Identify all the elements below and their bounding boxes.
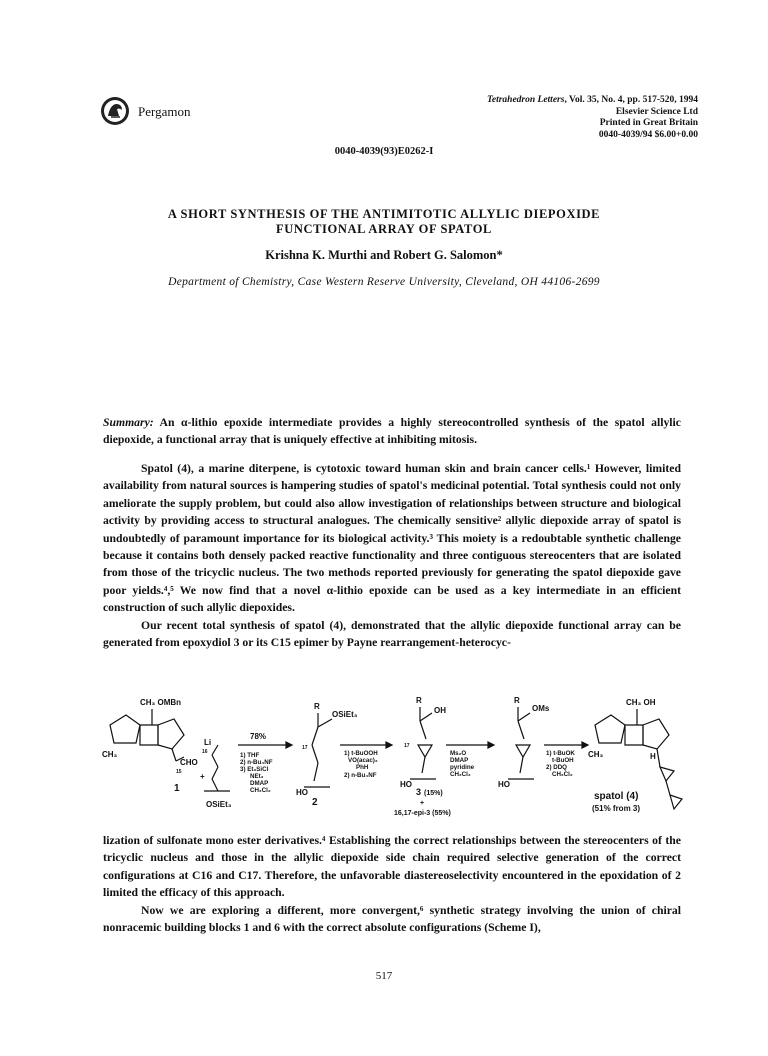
cmpd2-r: R bbox=[314, 702, 320, 711]
c17-label-2: 17 bbox=[302, 745, 308, 751]
paragraph: Our recent total synthesis of spatol (4), demonstrated that the allylic diepoxide functional array can be generated from epoxydiol 3 or its C15 epimer by Payne rearrangement-heterocyc- bbox=[103, 618, 681, 650]
spatol-top-label: CH₃ OH bbox=[626, 698, 656, 707]
cmpd1-ring-b bbox=[140, 725, 158, 745]
journal-citation bbox=[487, 95, 698, 141]
journal-name: Tetrahedron Letters bbox=[486, 95, 565, 105]
spatol-yield: (51% from 3) bbox=[592, 804, 641, 813]
condition-text: 1) t-BuOK bbox=[546, 750, 575, 757]
spatol-name: spatol (4) bbox=[594, 791, 639, 802]
reaction-scheme bbox=[100, 695, 685, 827]
condition-text: 1) THF bbox=[240, 752, 260, 759]
condition-text: 2) n-Bu₄NF bbox=[344, 772, 377, 779]
pergamon-logo bbox=[100, 96, 130, 126]
page-number: 517 bbox=[375, 970, 393, 982]
publisher-name: Pergamon bbox=[138, 104, 191, 119]
printed-line: Printed in Great Britain bbox=[599, 118, 698, 128]
condition-text: CH₂Cl₂ bbox=[450, 771, 471, 778]
condition-text: CH₂Cl₂ bbox=[250, 787, 271, 794]
spatol-h: H bbox=[650, 752, 656, 761]
oms-ho: HO bbox=[498, 780, 510, 789]
yield-78: 78% bbox=[250, 732, 267, 741]
condition-text: DMAP bbox=[250, 780, 269, 787]
cmpd3-yield: (15%) bbox=[424, 790, 443, 797]
body-text-2 bbox=[103, 832, 681, 936]
doi: 0040-4039(93)E0262-I bbox=[334, 146, 434, 157]
condition-text: 2) DDQ bbox=[546, 764, 567, 771]
journal-line bbox=[487, 95, 698, 107]
condition-text: Ms₂O bbox=[450, 750, 467, 757]
li-label: Li bbox=[204, 738, 212, 747]
journal-volume: , Vol. 35, No. 4, pp. 517-520, 1994 bbox=[564, 95, 698, 105]
affiliation: Department of Chemistry, Case Western Reserve University, Cleveland, OH 44106-2699 bbox=[168, 276, 600, 288]
conditions-3 bbox=[450, 750, 475, 778]
cmpd1-ring-c bbox=[158, 719, 184, 749]
condition-text: 1) t-BuOOH bbox=[344, 750, 378, 757]
plus-small: + bbox=[420, 800, 425, 807]
cmpd2-number: 2 bbox=[312, 797, 318, 808]
condition-text: pyridine bbox=[450, 764, 475, 771]
paragraph: Spatol (4), a marine diterpene, is cytotoxic toward human skin and brain cancer cells.¹ However, limited availability from natural sources is hampering studies of spatol's medicinal potential. Total synthesis could not only ameliorate the supply problem, but could also allow investigation of relationships between structure and biological activity by providing access to structural analogues. The chemically sensitive² allylic diepoxide array of spatol is undoubtedly of paramount importance for its biological activity.³ This moiety is a redoubtable synthetic challenge because it contains both densely packed reactive functionality and three contiguous stereocenters that are isolated from those of the tricyclic nucleus. The two methods reported previously for generating the spatol diepoxide gave poor yields.⁴,⁵ We now find that a novel α-lithio epoxide can be used as a key intermediate in an efficient construction of such allylic diepoxides. bbox=[103, 462, 681, 615]
conditions-2 bbox=[344, 750, 378, 779]
cmpd1-top-label: CH₃ OMBn bbox=[140, 698, 182, 707]
publisher-line: Elsevier Science Ltd bbox=[615, 106, 698, 117]
cmpd1-number: 1 bbox=[174, 783, 180, 794]
body-text-1 bbox=[103, 460, 681, 651]
condition-text: 3) Et₃SiCl bbox=[240, 766, 269, 773]
cmpd1-ring-a bbox=[110, 715, 140, 743]
condition-text: NEt₃ bbox=[250, 773, 264, 780]
summary bbox=[103, 414, 681, 449]
condition-text: PhH bbox=[356, 764, 369, 771]
plus-sign: + bbox=[200, 772, 205, 781]
authors: Krishna K. Murthi and Robert G. Salomon* bbox=[265, 248, 503, 262]
cho-label: CHO bbox=[180, 758, 198, 767]
epi-3-label: 16,17-epi-3 (55%) bbox=[394, 810, 451, 817]
condition-text: 2) n-Bu₄NF bbox=[240, 759, 273, 766]
cmpd2-osiet3: OSiEt₃ bbox=[332, 710, 358, 719]
oms-label: OMs bbox=[532, 704, 550, 713]
conditions-4 bbox=[546, 750, 575, 778]
condition-text: DMAP bbox=[450, 757, 469, 764]
cmpd3-ho: HO bbox=[400, 780, 412, 789]
condition-text: t-BuOH bbox=[552, 757, 574, 764]
c15-label: 15 bbox=[176, 769, 182, 775]
condition-text: VO(acac)₂ bbox=[348, 757, 378, 764]
paragraph: Now we are exploring a different, more convergent,⁶ synthetic strategy involving the union of chiral nonracemic building blocks 1 and 6 with the correct absolute configurations (Scheme I), bbox=[103, 903, 681, 935]
summary-text: An α-lithio epoxide intermediate provides a highly stereocontrolled synthesis of the spatol allylic diepoxide, a functional array that is uniquely effective at inhibiting mitosis. bbox=[103, 416, 681, 447]
cmpd3-oh: OH bbox=[434, 706, 446, 715]
summary-label: Summary: bbox=[103, 416, 154, 429]
cmpd1-ch3-label: CH₃ bbox=[102, 750, 118, 759]
c17-label-3: 17 bbox=[404, 743, 410, 749]
c16-label-1: 16 bbox=[202, 749, 208, 755]
oms-r: R bbox=[514, 696, 520, 705]
conditions-1 bbox=[240, 752, 273, 794]
issn-line: 0040-4039/94 $6.00+0.00 bbox=[598, 129, 698, 140]
title-line-2: FUNCTIONAL ARRAY OF SPATOL bbox=[276, 222, 492, 236]
paragraph: lization of sulfonate mono ester derivatives.⁴ Establishing the correct relationships between the stereocenters of the tricyclic nucleus and those in the allylic diepoxide side chain required selective generation of the correct configurations at C16 and C17. Therefore, the unfavorable diastereoselectivity encountered in the epoxidation of 2 limited the efficacy of this approach. bbox=[103, 834, 681, 900]
cmpd2-ho: HO bbox=[296, 788, 308, 797]
spatol-ch3: CH₃ bbox=[588, 750, 604, 759]
cmpd1-osiet3: OSiEt₃ bbox=[206, 800, 232, 809]
paper-title bbox=[0, 207, 768, 237]
condition-text: CH₂Cl₂ bbox=[552, 771, 573, 778]
cmpd3-number: 3 bbox=[416, 787, 422, 797]
cmpd3-r: R bbox=[416, 696, 422, 705]
title-line-1: A SHORT SYNTHESIS OF THE ANTIMITOTIC ALLYLIC DIEPOXIDE bbox=[167, 207, 601, 221]
